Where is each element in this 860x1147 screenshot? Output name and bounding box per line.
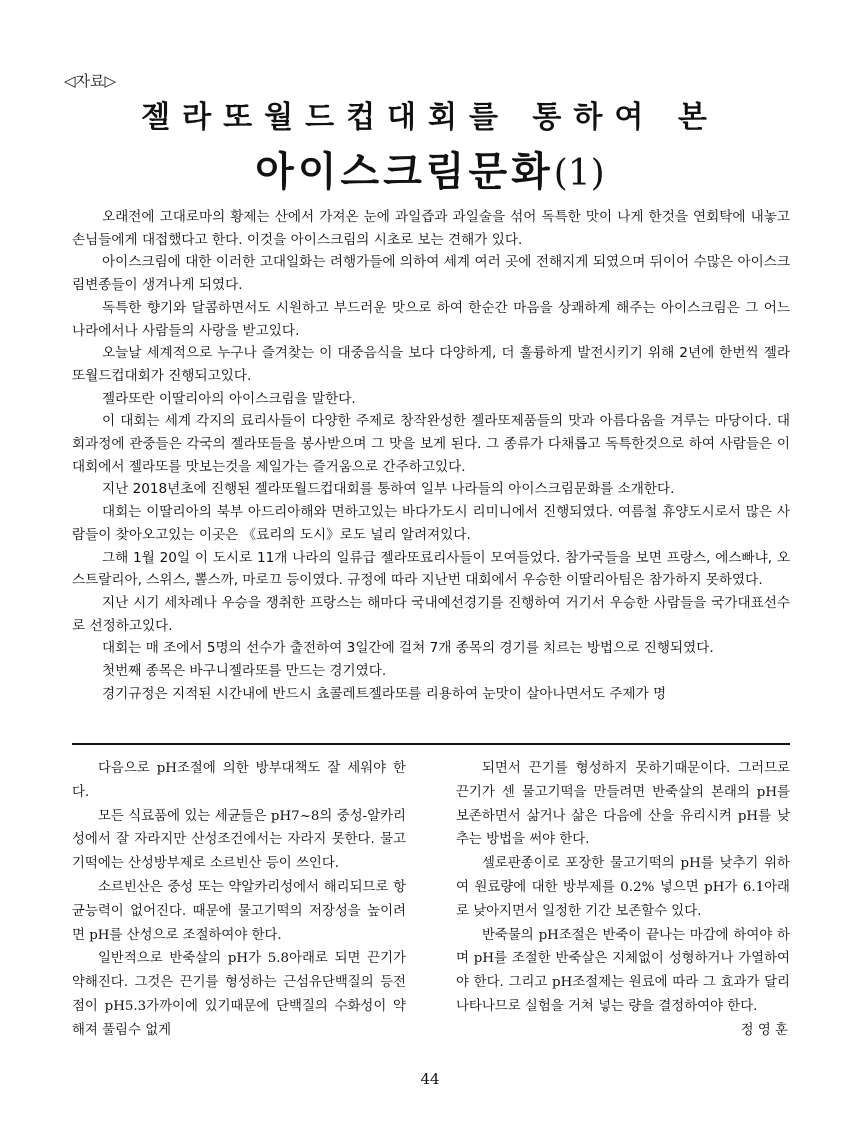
lower-left-column [72,757,406,1043]
paragraph: 소르빈산은 중성 또는 약알카리성에서 해리되므로 항균능력이 없어진다. 때문에 물고기떡의 저장성을 높이려면 pH를 산성으로 조절하여야 한다. [72,879,406,943]
upper-article-body [72,206,790,705]
paragraph: 일반적으로 반죽살의 pH가 5.8아래로 되면 끈기가 약해진다. 그것은 끈기를 형성하는 근섬유단백질의 등전점이 pH5.3가까이에 있기때문에 단백질의 수화성이 약해져 풀림수 없게 [72,951,406,1038]
paragraph: 오래전에 고대로마의 황제는 산에서 가져온 눈에 과일즙과 과일술을 섞어 독특한 맛이 나게 한것을 연회탁에 내놓고 손님들에게 대접했다고 한다. 이것을 아이스크림의 시초로 보는 견해가 있다. [72,209,790,248]
author-signature: 정 영 훈 [740,1022,788,1038]
article-title-line2 [0,140,860,197]
paragraph: 대회는 이딸리아의 북부 아드리아해와 면하고있는 바다가도시 리미니에서 진행되였다. 여름철 휴양도시로서 많은 사람들이 찾아오고있는 이곳은 《료리의 도시》로도 널리 알려져있다. [72,504,790,543]
article-title-part-number: (1) [553,153,605,194]
paragraph: 그해 1월 20일 이 도시로 11개 나라의 일류급 젤라또료리사들이 모여들었다. 참가국들을 보면 프랑스, 에스빠냐, 오스트랄리아, 스위스, 뽈스까, 마로끄 등이였다. 규정에 따라 지난번 대회에서 우승한 이딸리아팀은 참가하지 못하였다. [72,549,790,589]
paragraph: 다음으로 pH조절에 의한 방부대책도 잘 세워야 한다. [72,761,406,800]
article-tag: ◁자료▷ [64,72,117,90]
paragraph: 셀로판종이로 포장한 물고기떡의 pH를 낮추기 위하여 원료량에 대한 방부제를 0.2% 넣으면 pH가 6.1아래로 낮아지면서 일정한 기간 보존할수 있다. [456,856,790,919]
paragraph: 지난 시기 세차례나 우승을 쟁취한 프랑스는 해마다 국내예선경기를 진행하여 거기서 우승한 사람들을 국가대표선수로 선정하고있다. [72,594,790,634]
paragraph: 독특한 향기와 달콤하면서도 시원하고 부드러운 맛으로 하여 한순간 마음을 상쾌하게 해주는 아이스크림은 그 어느 나라에서나 사람들의 사랑을 받고있다. [72,299,790,339]
paragraph: 아이스크림에 대한 이러한 고대일화는 려행가들에 의하여 세계 여러 곳에 전해지게 되였으며 뒤이어 수많은 아이스크림변종들이 생겨나게 되였다. [72,254,790,294]
paragraph: 반죽물의 pH조절은 반죽이 끝나는 마감에 하여야 하며 pH를 조절한 반죽살은 지체없이 성형하거나 가열하여야 한다. 그리고 pH조절제는 원료에 따라 그 효과가 달리 나타나므로 실험을 거쳐 넣는 량을 결정하여야 한다. [456,927,790,1014]
page-number: 44 [420,1070,440,1088]
article-title-line1: 젤라또월드컵대회를 통하여 본 [141,100,719,135]
paragraph: 이 대회는 세계 각지의 료리사들이 다양한 주제로 창작완성한 젤라또제품들의 맛과 아름다움을 겨루는 마당이다. 대회과정에 관중들은 각국의 젤라또들을 봉사받으며 그 맛을 보게 된다. 그 종류가 다채롭고 독특한것으로 하여 사람들은 이 대회에서 젤라또를 맛보는것을 제일가는 즐거움으로 간주하고있다. [72,413,790,475]
paragraph: 젤라또란 이딸리아의 아이스크림을 말한다. [102,390,356,407]
paragraph: 대회는 매 조에서 5명의 선수가 출전하여 3일간에 걸쳐 7개 종목의 경기를 치르는 방법으로 진행되였다. [102,640,714,657]
paragraph: 되면서 끈기를 형성하지 못하기때문이다. 그러므로 끈기가 센 물고기떡을 만들려면 반죽살의 본래의 pH를 보존하면서 삶거나 삶은 다음에 산을 유리시켜 pH를 낮추는 방법을 써야 한다. [456,761,790,848]
lower-right-column [456,757,790,1043]
paragraph: 모든 식료품에 있는 세균들은 pH7~8의 중성-알카리성에서 잘 자라지만 산성조건에서는 자라지 못한다. 물고기떡에는 산성방부제로 소르빈산 등이 쓰인다. [72,808,406,872]
paragraph: 지난 2018년초에 진행된 젤라또월드컵대회를 통하여 일부 나라들의 아이스크림문화를 소개한다. [102,481,675,498]
paragraph: 오늘날 세계적으로 누구나 즐겨찾는 이 대중음식을 보다 다양하게, 더 훌륭하게 발전시키기 위해 2년에 한번씩 젤라또월드컵대회가 진행되고있다. [72,345,790,384]
paragraph: 첫번째 종목은 바구니젤라또를 만드는 경기였다. [102,663,387,680]
paragraph: 경기규정은 지적된 시간내에 반드시 쵸콜레트젤라또를 리용하여 눈맛이 살아나면서도 주제가 명 [102,685,667,702]
article-title-main: 아이스크림문화 [255,149,554,195]
section-divider [72,743,790,745]
